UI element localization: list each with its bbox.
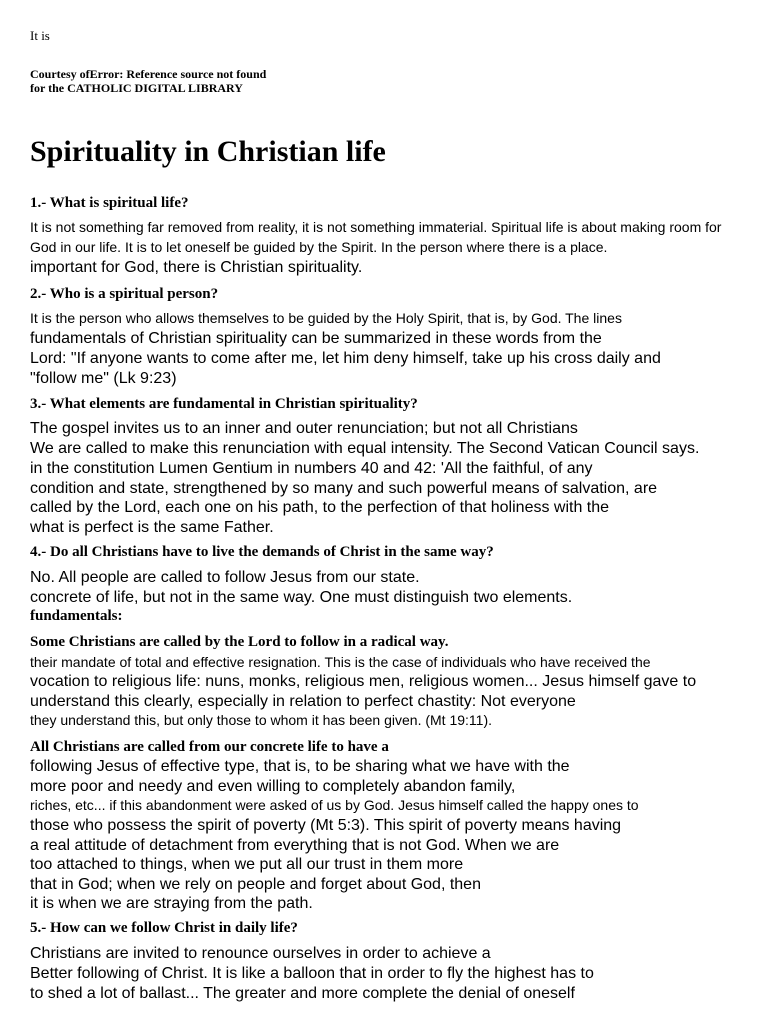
paragraph-line: it is when we are straying from the path. [30,895,313,912]
paragraph-line: their mandate of total and effective resignation. This is the case of individuals who have received the [30,654,651,670]
courtesy-line: for the CATHOLIC DIGITAL LIBRARY [30,81,243,95]
courtesy-line: Courtesy ofError: Reference source not found [30,67,267,81]
paragraph-line: concrete of life, but not in the same way. One must distinguish two elements. [30,589,573,606]
paragraph-line: No. All people are called to follow Jesus from our state. [30,569,420,586]
paragraph-line: vocation to religious life: nuns, monks, religious men, religious women... Jesus himself gave to [30,673,697,690]
paragraph-line: condition and state, strengthened by so many and such powerful means of salvation, are [30,480,658,497]
paragraph-line: It is the person who allows themselves to be guided by the Holy Spirit, that is, by God. The lines [30,310,622,326]
paragraph-line: We are called to make this renunciation with equal intensity. The Second Vatican Council says. [30,440,700,457]
paragraph-line: they understand this, but only those to whom it has been given. (Mt 19:11). [30,712,493,728]
paragraph-line: God in our life. It is to let oneself be guided by the Spirit. In the person where there is a place. [30,239,608,255]
paragraph-line: It is not something far removed from reality, it is not something immaterial. Spiritual life is about making room for [30,219,722,235]
paragraph-line: in the constitution Lumen Gentium in numbers 40 and 42: 'All the faithful, of any [30,460,593,477]
paragraph-line: understand this clearly, especially in relation to perfect chastity: Not everyone [30,693,576,710]
paragraph-line: called by the Lord, each one on his path, to the perfection of that holiness with the [30,499,610,516]
paragraph-line: following Jesus of effective type, that is, to be sharing what we have with the [30,758,570,775]
section-heading: 4.- Do all Christians have to live the demands of Christ in the same way? [30,544,494,560]
page-title: Spirituality in Christian life [30,135,386,168]
section-heading: 2.- Who is a spiritual person? [30,286,219,302]
paragraph-line: more poor and needy and even willing to completely abandon family, [30,778,516,795]
point-heading: All Christians are called from our concrete life to have a [30,739,389,755]
top-note: It is [30,28,50,43]
section-heading: 1.- What is spiritual life? [30,195,189,211]
paragraph-line: what is perfect is the same Father. [30,519,274,536]
section-heading: 3.- What elements are fundamental in Christian spirituality? [30,396,418,412]
paragraph-line: Lord: "If anyone wants to come after me, let him deny himself, take up his cross daily and [30,350,661,367]
section-subheading: fundamentals: [30,608,123,624]
paragraph-line: important for God, there is Christian spirituality. [30,259,363,276]
paragraph-line: to shed a lot of ballast... The greater and more complete the denial of oneself [30,985,575,1002]
paragraph-line: too attached to things, when we put all our trust in them more [30,856,464,873]
paragraph-line: riches, etc... if this abandonment were asked of us by God. Jesus himself called the happy ones to [30,797,639,813]
point-heading: Some Christians are called by the Lord to follow in a radical way. [30,634,449,650]
section-heading: 5.- How can we follow Christ in daily life? [30,920,298,936]
paragraph-line: The gospel invites us to an inner and outer renunciation; but not all Christians [30,420,578,437]
paragraph-line: fundamentals of Christian spirituality can be summarized in these words from the [30,330,602,347]
paragraph-line: Christians are invited to renounce ourselves in order to achieve a [30,945,491,962]
paragraph-line: those who possess the spirit of poverty (Mt 5:3). This spirit of poverty means having [30,817,622,834]
paragraph-line: "follow me" (Lk 9:23) [30,370,177,387]
paragraph-line: that in God; when we rely on people and forget about God, then [30,876,481,893]
paragraph-line: Better following of Christ. It is like a balloon that in order to fly the highest has to [30,965,594,982]
paragraph-line: a real attitude of detachment from everything that is not God. When we are [30,837,560,854]
